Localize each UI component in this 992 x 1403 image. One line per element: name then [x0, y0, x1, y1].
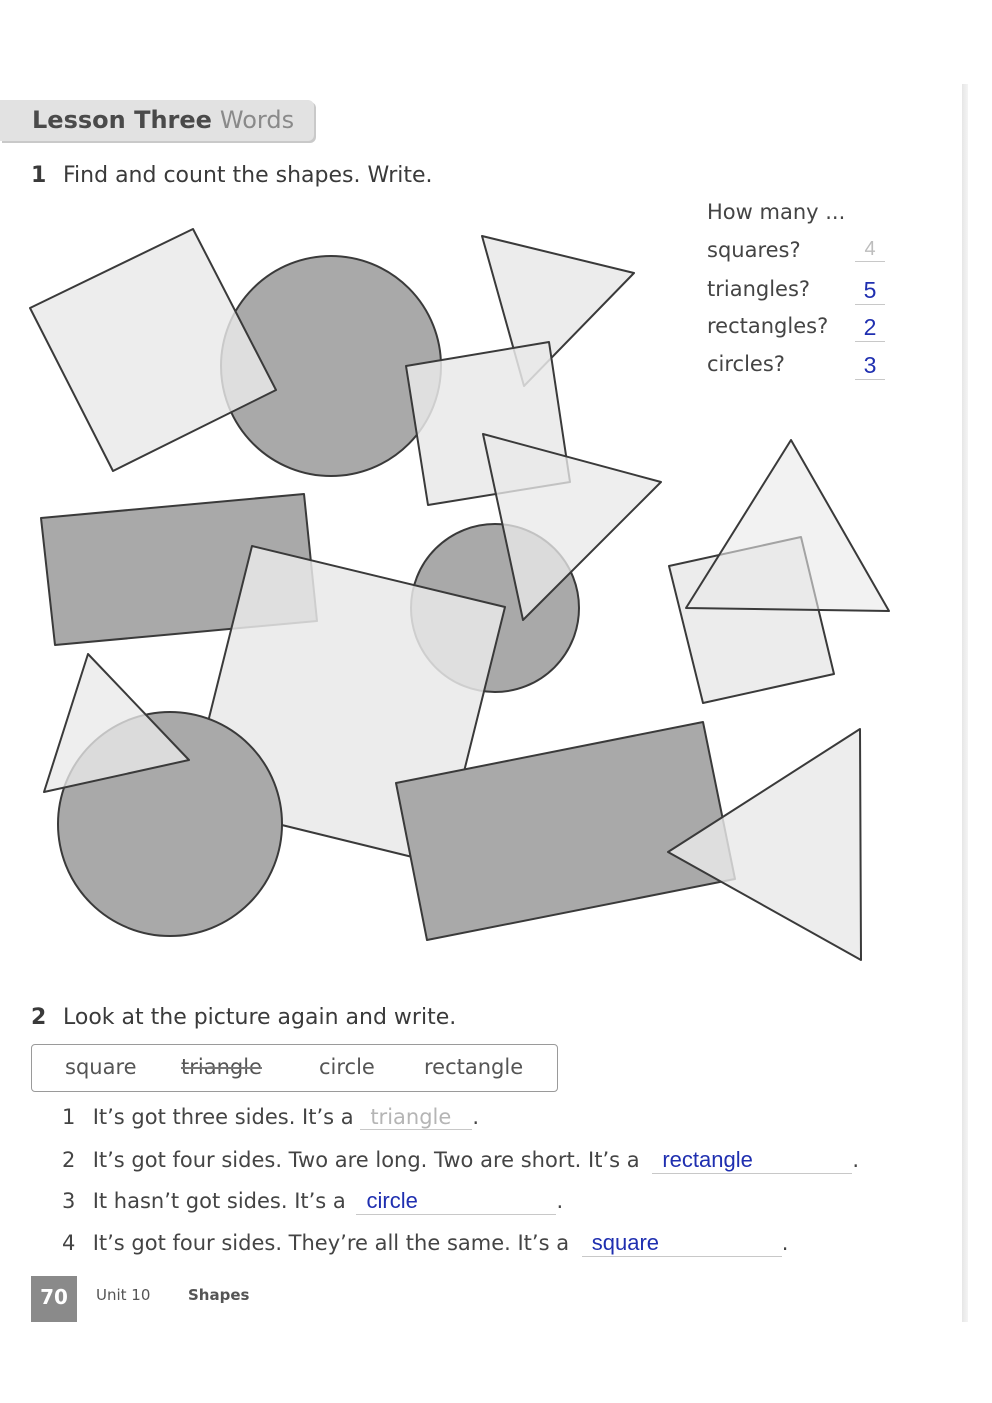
word-box-item-used: triangle [181, 1055, 262, 1079]
sentence-text: It hasn’t got sides. It’s a [92, 1189, 346, 1213]
sentence-number: 1 [62, 1105, 76, 1129]
sentence-3 [62, 1188, 563, 1222]
sentence-end: . [556, 1189, 564, 1213]
sentence-2 [62, 1147, 859, 1181]
triangle-shape-right [686, 440, 889, 611]
footer-topic: Shapes [188, 1286, 250, 1304]
answer-blank[interactable]: circle [356, 1188, 556, 1215]
count-answer-field[interactable]: 2 [855, 314, 885, 342]
page-number: 70 [31, 1276, 77, 1322]
sentence-1 [62, 1105, 479, 1139]
count-question: rectangles? [707, 314, 829, 338]
exercise-2-heading [31, 1005, 456, 1030]
how-many-title: How many ... [707, 200, 846, 224]
word-box [31, 1044, 558, 1092]
count-answer-field[interactable]: 5 [855, 277, 885, 305]
sentence-end: . [852, 1148, 859, 1172]
lesson-title-main: Lesson Three [32, 106, 212, 134]
count-question: triangles? [707, 277, 811, 301]
count-question: circles? [707, 352, 785, 376]
sentence-number: 4 [62, 1231, 76, 1255]
word-box-item: square [65, 1055, 137, 1079]
sentence-number: 3 [62, 1189, 76, 1213]
answer-blank[interactable]: square [582, 1230, 782, 1257]
sentence-end: . [781, 1231, 789, 1255]
word-box-item: circle [319, 1055, 375, 1079]
exercise-1-instruction: Find and count the shapes. Write. [63, 163, 433, 188]
answer-blank[interactable]: rectangle [652, 1147, 852, 1174]
sentence-end: . [472, 1105, 480, 1129]
sentence-text: It’s got four sides. Two are long. Two are short. It’s a [92, 1148, 640, 1172]
sentence-text: It’s got four sides. They’re all the same. It’s a [92, 1231, 570, 1255]
sentence-number: 2 [62, 1148, 76, 1172]
footer-unit: Unit 10 [96, 1286, 151, 1304]
lesson-title-sub: Words [219, 106, 295, 134]
count-question: squares? [707, 238, 801, 262]
exercise-1-number: 1 [31, 163, 47, 188]
square-shape-top-left [30, 229, 276, 471]
exercise-2-number: 2 [31, 1005, 47, 1030]
answer-blank[interactable]: triangle [360, 1105, 472, 1130]
word-box-item: rectangle [424, 1055, 524, 1079]
sentence-4 [62, 1230, 788, 1264]
count-answer-field[interactable]: 3 [855, 352, 885, 380]
sentence-text: It’s got three sides. It’s a [92, 1105, 354, 1129]
count-answer-field[interactable]: 4 [855, 238, 885, 262]
exercise-2-instruction: Look at the picture again and write. [63, 1005, 457, 1030]
